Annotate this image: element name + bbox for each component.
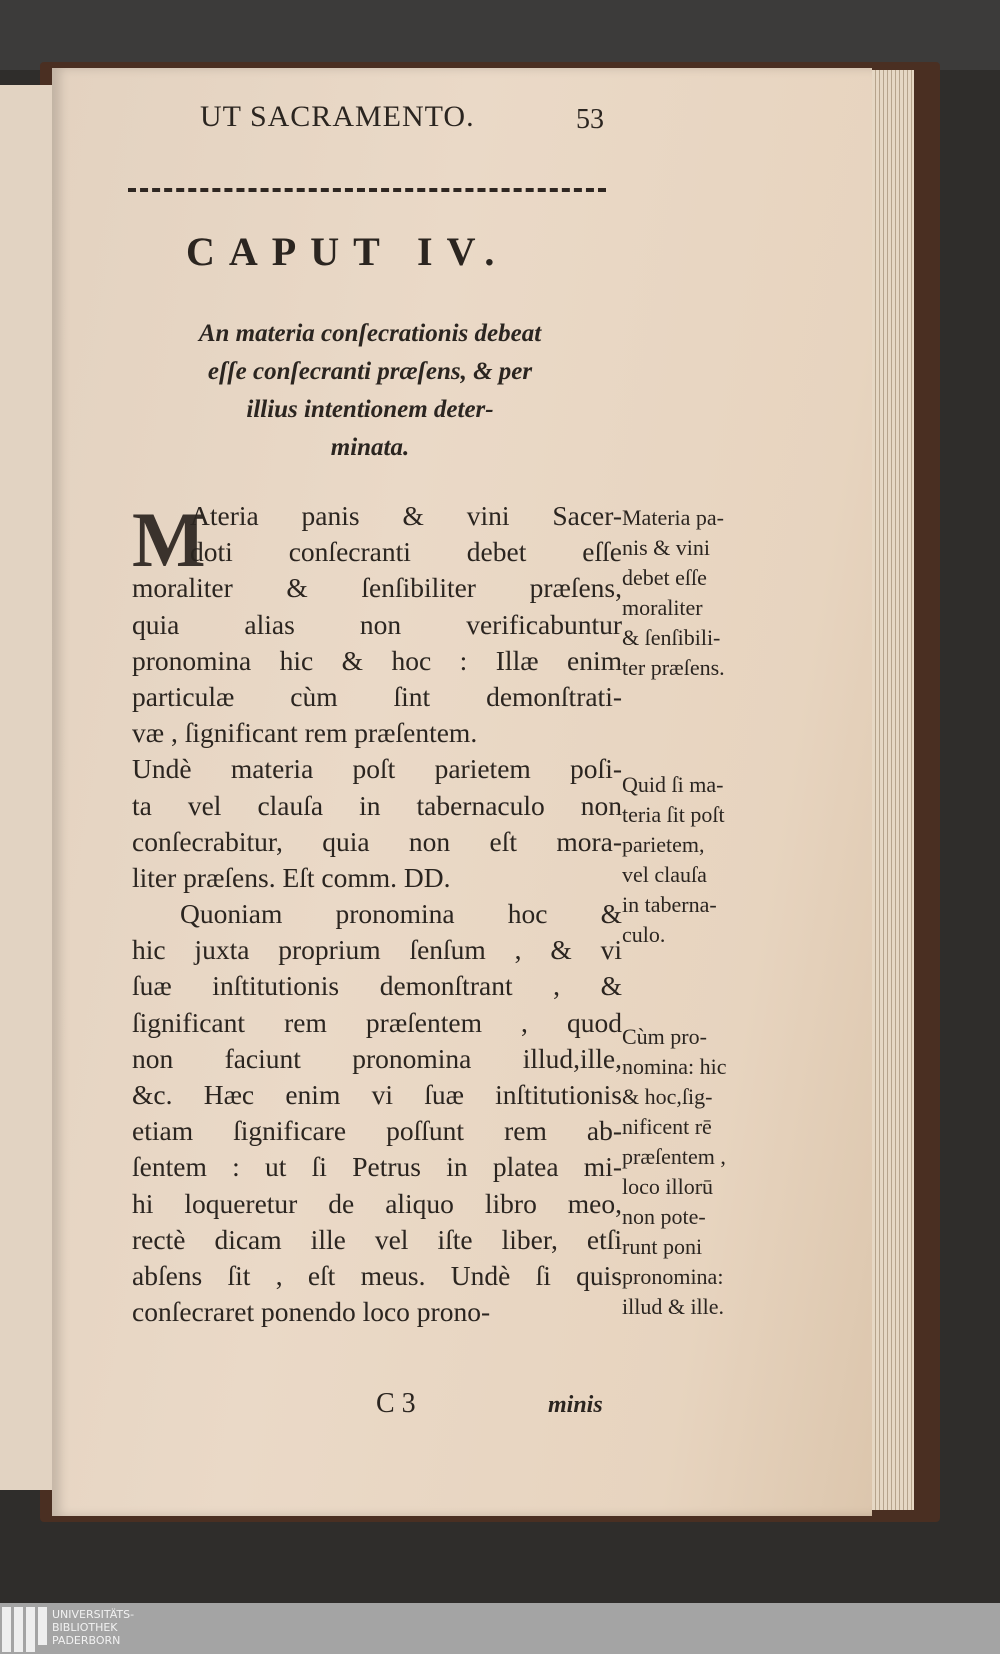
text-line: ſuæ inſtitutionis demonſtrant , & bbox=[132, 970, 622, 1002]
catchword: minis bbox=[548, 1392, 603, 1418]
logo-line: UNIVERSITÄTS- bbox=[52, 1608, 135, 1621]
margin-note-line: runt poni bbox=[622, 1234, 703, 1259]
margin-note-line: vel clauſa bbox=[622, 862, 707, 887]
margin-note-line: nomina: hic bbox=[622, 1054, 727, 1079]
text-line: moraliter & ſenſibiliter præſens, bbox=[132, 572, 622, 604]
margin-note-line: Quid ſi ma- bbox=[622, 772, 724, 797]
subtitle-line: illius intentionem deter- bbox=[246, 396, 494, 423]
margin-note-line: debet eſſe bbox=[622, 565, 707, 590]
text-line: Ateria panis & vini Sacer- bbox=[190, 500, 622, 531]
logo-line: BIBLIOTHEK bbox=[52, 1621, 118, 1634]
library-name bbox=[52, 1608, 134, 1647]
page-edges bbox=[868, 70, 914, 1510]
text-line: &c. Hæc enim vi ſuæ inſtitutionis bbox=[132, 1079, 622, 1110]
margin-note-line: nis & vini bbox=[622, 535, 711, 560]
background-top bbox=[0, 0, 1000, 70]
running-title: UT SACRAMENTO. bbox=[200, 100, 475, 133]
text-line: abſens ſit , eſt meus. Undè ſi quis bbox=[132, 1259, 622, 1291]
text-line: non faciunt pronomina illud,ille, bbox=[132, 1042, 622, 1074]
library-footer bbox=[0, 1603, 1000, 1654]
text-line: Undè materia poſt parietem poſi- bbox=[132, 753, 622, 785]
text-line: ſentem : ut ſi Petrus in platea mi- bbox=[132, 1151, 622, 1183]
text-line: etiam ſignificare poſſunt rem ab- bbox=[132, 1115, 622, 1147]
margin-note-line: & hoc,ſig- bbox=[622, 1084, 713, 1109]
margin-note-line: in taberna- bbox=[622, 892, 717, 917]
text-line: hic juxta proprium ſenſum , & vi bbox=[132, 934, 622, 966]
text-line: conſecraret ponendo loco prono- bbox=[132, 1296, 491, 1328]
text-line: conſecrabitur, quia non eſt mora- bbox=[132, 825, 622, 857]
text-line: pronomina hic & hoc : Illæ enim bbox=[132, 644, 622, 676]
body-text bbox=[132, 498, 622, 1330]
subtitle-line: eſſe conſecranti præſens, & per bbox=[207, 358, 533, 385]
margin-note-line: non pote- bbox=[622, 1204, 706, 1229]
margin-note-line: pronomina: bbox=[622, 1264, 724, 1289]
margin-note-line: ter præſens. bbox=[622, 655, 725, 680]
chapter-title: CAPUT IV. bbox=[186, 229, 509, 274]
page-number: 53 bbox=[576, 104, 604, 135]
text-line: particulæ cùm ſint demonſtrati- bbox=[132, 680, 622, 712]
margin-note-line: præſentem , bbox=[622, 1144, 726, 1169]
margin-note-line: Materia pa- bbox=[622, 505, 724, 530]
text-line: doti conſecranti debet eſſe bbox=[190, 536, 622, 568]
subtitle-line: minata. bbox=[330, 434, 410, 461]
margin-note-line: loco illorū bbox=[622, 1174, 714, 1199]
text-line: rectè dicam ille vel iſte liber, etſi bbox=[132, 1223, 622, 1255]
margin-note-line: nificent rē bbox=[622, 1114, 712, 1139]
text-line: ta vel clauſa in tabernaculo non bbox=[132, 789, 622, 821]
text-line: liter præſens. Eſt comm. DD. bbox=[132, 861, 451, 893]
text-line: ſignificant rem præſentem , quod bbox=[132, 1006, 622, 1038]
margin-note-line: culo. bbox=[622, 922, 666, 947]
margin-note-2 bbox=[622, 770, 725, 950]
margin-note-line: illud & ille. bbox=[622, 1294, 725, 1319]
logo-line: PADERBORN bbox=[52, 1634, 121, 1647]
left-page-edge bbox=[0, 85, 54, 1490]
margin-note-1 bbox=[622, 503, 725, 683]
chapter-subtitle bbox=[120, 315, 620, 467]
margin-note-line: teria ſit poſt bbox=[622, 802, 725, 827]
subtitle-line: An materia conſecrationis debeat bbox=[198, 320, 542, 347]
margin-note-3 bbox=[622, 1022, 726, 1322]
margin-note-line: moraliter bbox=[622, 595, 703, 620]
text-line: væ , ſignificant rem præſentem. bbox=[132, 717, 478, 749]
text-line: quia alias non verificabuntur bbox=[132, 608, 622, 640]
text-line: hi loqueretur de aliquo libro meo, bbox=[132, 1187, 622, 1219]
margin-note-line: parietem, bbox=[622, 832, 705, 857]
signature-mark: C 3 bbox=[376, 1388, 416, 1419]
text-line: Quoniam pronomina hoc & bbox=[180, 898, 622, 930]
drop-cap: M bbox=[132, 496, 206, 583]
margin-note-line: & ſenſibili- bbox=[622, 625, 721, 650]
margin-note-line: Cùm pro- bbox=[622, 1024, 707, 1049]
header-rule bbox=[128, 188, 606, 192]
